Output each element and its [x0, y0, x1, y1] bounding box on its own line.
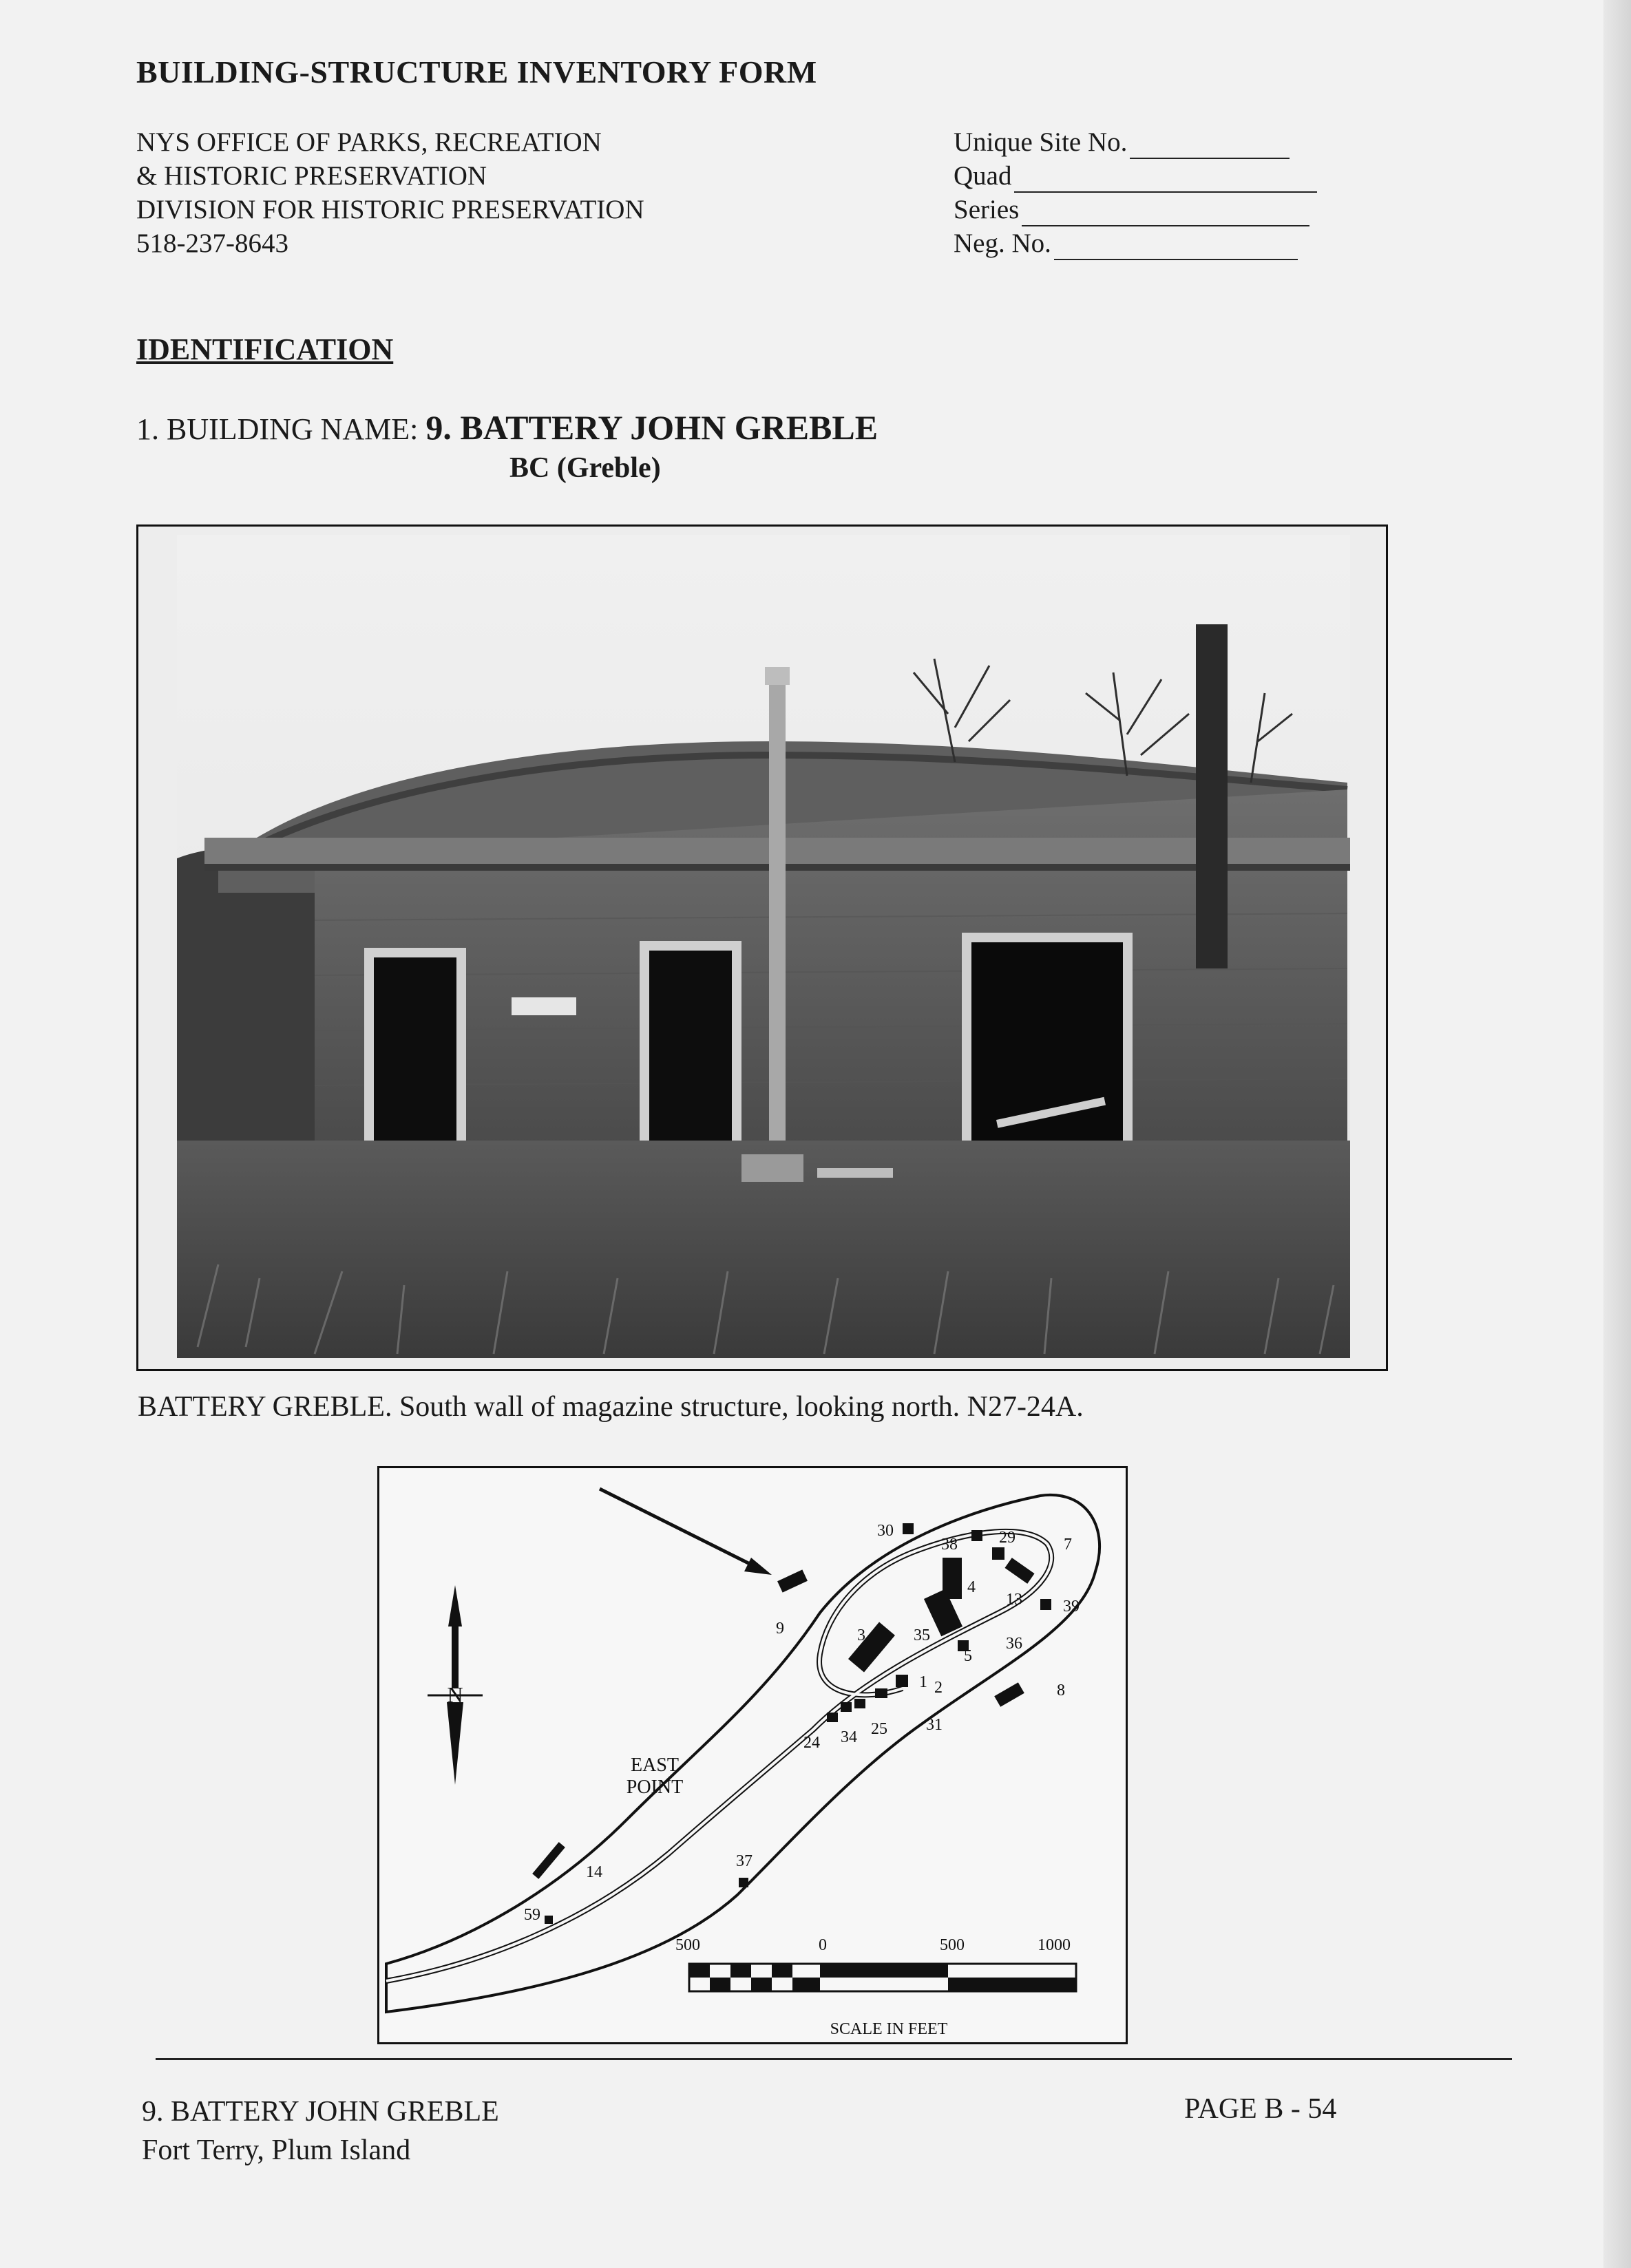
- building-number: 25: [871, 1720, 887, 1738]
- unique-site-label: Unique Site No.: [954, 127, 1128, 157]
- quad-blank[interactable]: [1014, 165, 1317, 193]
- scale-tick-label: 0: [819, 1936, 827, 1954]
- site-map: [377, 1466, 1128, 2044]
- scale-label: SCALE IN FEET: [830, 2020, 948, 2038]
- battery-photo: [177, 535, 1350, 1358]
- scale-tick-label: 500: [940, 1936, 965, 1954]
- footer-left: [142, 2092, 499, 2170]
- north-label: N: [447, 1682, 463, 1707]
- scale-tick-label: 500: [675, 1936, 700, 1954]
- series-label: Series: [954, 195, 1020, 224]
- east-point-label: POINT: [626, 1777, 684, 1798]
- footer-location: Fort Terry, Plum Island: [142, 2134, 411, 2166]
- unique-site-field: [954, 125, 1317, 159]
- building-number: 2: [934, 1679, 943, 1697]
- neg-no-field: [954, 226, 1317, 260]
- identification-heading: IDENTIFICATION: [136, 332, 394, 366]
- office-line: DIVISION FOR HISTORIC PRESERVATION: [136, 195, 644, 224]
- building-number: 13: [1006, 1591, 1022, 1609]
- building-subtitle: BC (Greble): [509, 452, 661, 484]
- scale-bar: [689, 1964, 1076, 1991]
- quad-label: Quad: [954, 161, 1012, 191]
- neg-no-label: Neg. No.: [954, 229, 1051, 258]
- footer-rule: [156, 2058, 1512, 2060]
- neg-no-blank[interactable]: [1054, 233, 1298, 260]
- form-title: BUILDING-STRUCTURE INVENTORY FORM: [136, 54, 817, 89]
- page-number: PAGE B - 54: [1184, 2093, 1337, 2125]
- unique-site-blank[interactable]: [1130, 131, 1290, 159]
- building-number: 37: [736, 1852, 753, 1870]
- building-number: 29: [999, 1529, 1016, 1547]
- building-number: 39: [1063, 1598, 1080, 1615]
- building-name: 9. BATTERY JOHN GREBLE: [425, 408, 878, 447]
- building-number: 35: [914, 1626, 930, 1644]
- site-fields-block: [954, 125, 1317, 260]
- series-blank[interactable]: [1022, 199, 1309, 226]
- building-number: 8: [1057, 1682, 1065, 1699]
- building-number: 9: [776, 1620, 784, 1638]
- office-line: NYS OFFICE OF PARKS, RECREATION: [136, 127, 602, 157]
- building-number: 36: [1006, 1635, 1022, 1653]
- east-point-label: EAST: [631, 1755, 679, 1776]
- building-number: 30: [877, 1522, 894, 1540]
- building-number: 38: [941, 1536, 958, 1554]
- photo-caption: BATTERY GREBLE. South wall of magazine structure, looking north. N27-24A.: [138, 1391, 1084, 1423]
- quad-field: [954, 159, 1317, 193]
- building-number: 4: [967, 1578, 976, 1596]
- building-number: 34: [841, 1728, 857, 1746]
- building-number: 14: [586, 1863, 602, 1881]
- building-name-line: [136, 407, 878, 447]
- page-edge-shadow: [1603, 0, 1631, 2268]
- island-coastline: [386, 1495, 1099, 2012]
- scale-tick-label: 1000: [1038, 1936, 1071, 1954]
- office-address-block: [136, 125, 644, 260]
- building-number: 7: [1064, 1536, 1072, 1554]
- building-number: 1: [919, 1673, 927, 1691]
- view-arrow-line: [600, 1489, 765, 1571]
- building-number: 31: [926, 1716, 943, 1734]
- photo-frame: [136, 524, 1388, 1371]
- building-name-label: 1. BUILDING NAME:: [136, 412, 426, 446]
- view-arrow-head: [744, 1558, 772, 1575]
- series-field: [954, 193, 1317, 226]
- footer-title: 9. BATTERY JOHN GREBLE: [142, 2096, 499, 2128]
- building-number: 5: [964, 1647, 972, 1665]
- office-line: & HISTORIC PRESERVATION: [136, 161, 487, 191]
- site-map-drawing: [379, 1468, 1126, 2042]
- building-number: 24: [803, 1734, 820, 1752]
- building-number: 3: [857, 1626, 865, 1644]
- office-phone: 518-237-8643: [136, 229, 288, 258]
- building-number: 59: [524, 1906, 540, 1924]
